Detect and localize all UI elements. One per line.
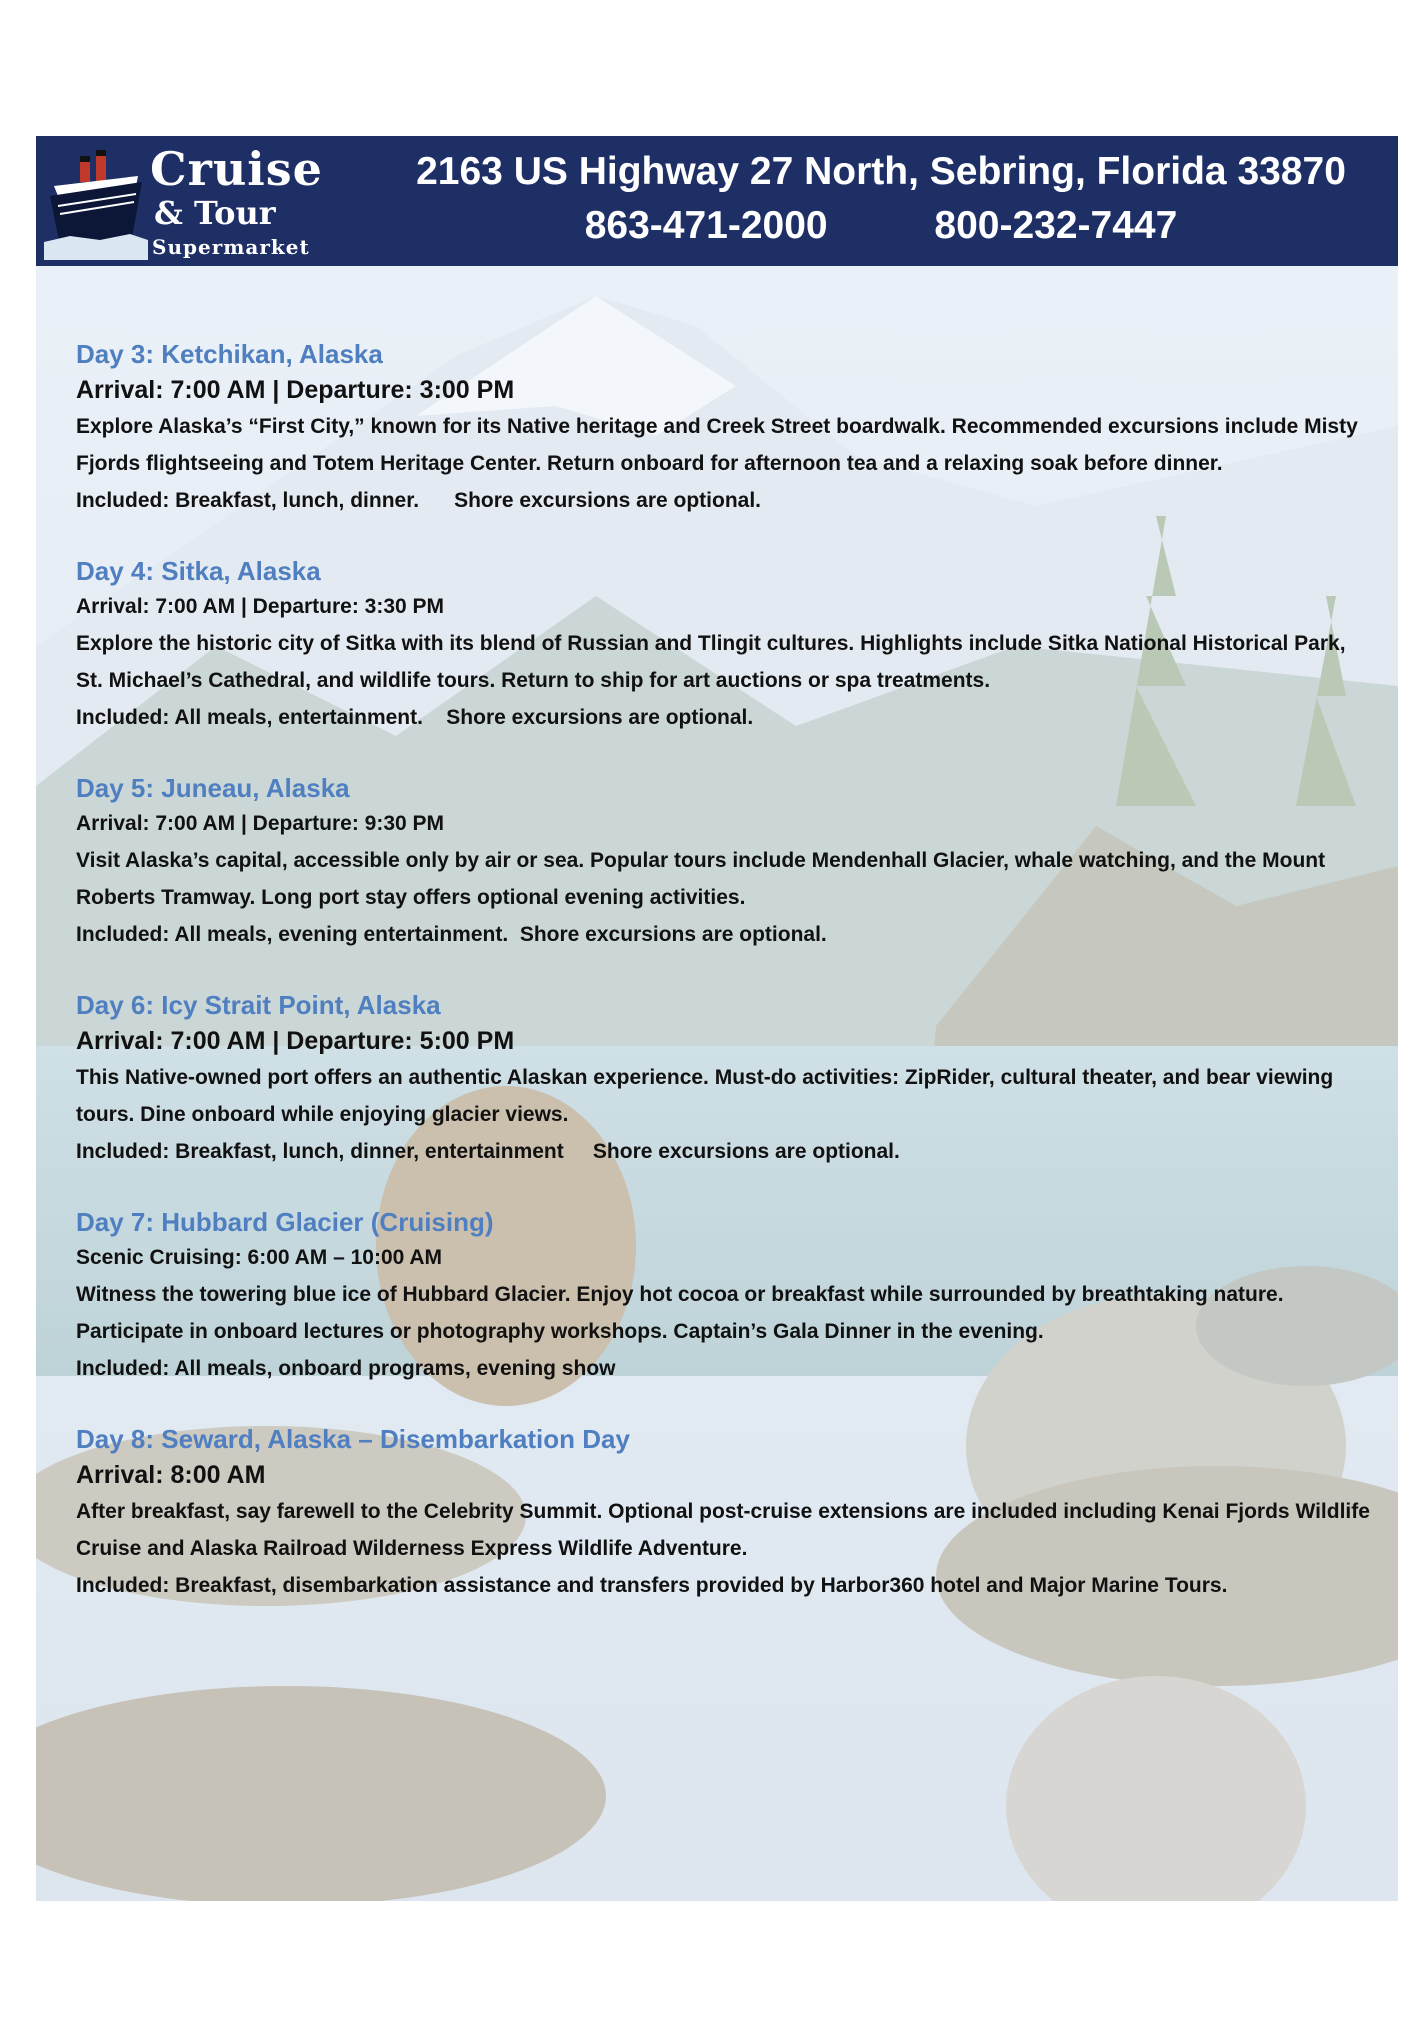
- day-times: Arrival: 7:00 AM | Departure: 3:30 PM: [76, 595, 445, 618]
- day-times: Arrival: 8:00 AM: [76, 1461, 266, 1489]
- phone-local[interactable]: 863-471-2000: [584, 204, 828, 247]
- day-3-section: [76, 336, 1376, 519]
- day-title: Day 7: Hubbard Glacier (Cruising): [76, 1207, 494, 1237]
- itinerary-content: [76, 336, 1376, 1638]
- logo-supermarket-text: Supermarket: [152, 235, 310, 259]
- day-5-section: [76, 770, 1376, 953]
- day-title: Day 4: Sitka, Alaska: [76, 556, 321, 586]
- phone-toll-free[interactable]: 800-232-7447: [934, 204, 1178, 247]
- day-included: Included: Breakfast, lunch, dinner, entertainment Shore excursions are optional.: [76, 1140, 900, 1163]
- day-included: Included: Breakfast, disembarkation assistance and transfers provided by Harbor360 hotel and Major Marine Tours.: [76, 1574, 1228, 1597]
- day-included: Included: All meals, entertainment. Shore excursions are optional.: [76, 706, 754, 729]
- day-description: This Native-owned port offers an authentic Alaskan experience. Must-do activities: ZipRider, cultural theater, and bear viewing tours. Dine onboard while enjoying glacier views.: [76, 1066, 1334, 1126]
- day-times: Scenic Cruising: 6:00 AM – 10:00 AM: [76, 1246, 443, 1269]
- itinerary-page: [36, 136, 1398, 1901]
- company-address: 2163 US Highway 27 North, Sebring, Florida 33870: [416, 150, 1346, 193]
- day-description: Witness the towering blue ice of Hubbard Glacier. Enjoy hot cocoa or breakfast while surrounded by breathtaking nature. Participate in onboard lectures or photography workshops. Captain’s Gala Dinner in the evening.: [76, 1283, 1284, 1343]
- day-title: Day 6: Icy Strait Point, Alaska: [76, 990, 441, 1020]
- day-times: Arrival: 7:00 AM | Departure: 5:00 PM: [76, 1027, 515, 1055]
- company-logo[interactable]: [36, 136, 366, 266]
- day-included: Included: All meals, evening entertainment. Shore excursions are optional.: [76, 923, 827, 946]
- day-description: After breakfast, say farewell to the Celebrity Summit. Optional post-cruise extensions are included including Kenai Fjords Wildlife Cruise and Alaska Railroad Wilderness Express Wildlife Adventure.: [76, 1500, 1370, 1560]
- day-times: Arrival: 7:00 AM | Departure: 3:00 PM: [76, 376, 515, 404]
- cruise-ship-icon: [40, 142, 152, 260]
- day-description: Explore the historic city of Sitka with its blend of Russian and Tlingit cultures. Highlights include Sitka National Historical Park, St. Michael’s Cathedral, and wildlife tours. Return to ship for art auctions or spa treatments.: [76, 632, 1346, 692]
- day-times: Arrival: 7:00 AM | Departure: 9:30 PM: [76, 812, 445, 835]
- logo-tour-text: & Tour: [154, 194, 276, 232]
- day-title: Day 3: Ketchikan, Alaska: [76, 339, 383, 369]
- day-title: Day 5: Juneau, Alaska: [76, 773, 350, 803]
- header-bar: [36, 136, 1398, 266]
- day-6-section: [76, 987, 1376, 1170]
- day-7-section: [76, 1204, 1376, 1387]
- day-included: Included: All meals, onboard programs, evening show: [76, 1357, 616, 1380]
- phone-numbers: [366, 204, 1396, 248]
- day-4-section: [76, 553, 1376, 736]
- logo-cruise-text: Cruise: [150, 142, 323, 196]
- day-8-section: [76, 1421, 1376, 1604]
- day-description: Explore Alaska’s “First City,” known for its Native heritage and Creek Street boardwalk. Recommended excursions include Misty Fjords flightseeing and Totem Heritage Center. Return onboard for afternoon tea and a relaxing soak before dinner.: [76, 415, 1358, 475]
- day-title: Day 8: Seward, Alaska – Disembarkation Day: [76, 1424, 630, 1454]
- day-description: Visit Alaska’s capital, accessible only by air or sea. Popular tours include Mendenhall Glacier, whale watching, and the Mount Roberts Tramway. Long port stay offers optional evening activities.: [76, 849, 1326, 909]
- day-included: Included: Breakfast, lunch, dinner. Shore excursions are optional.: [76, 489, 761, 512]
